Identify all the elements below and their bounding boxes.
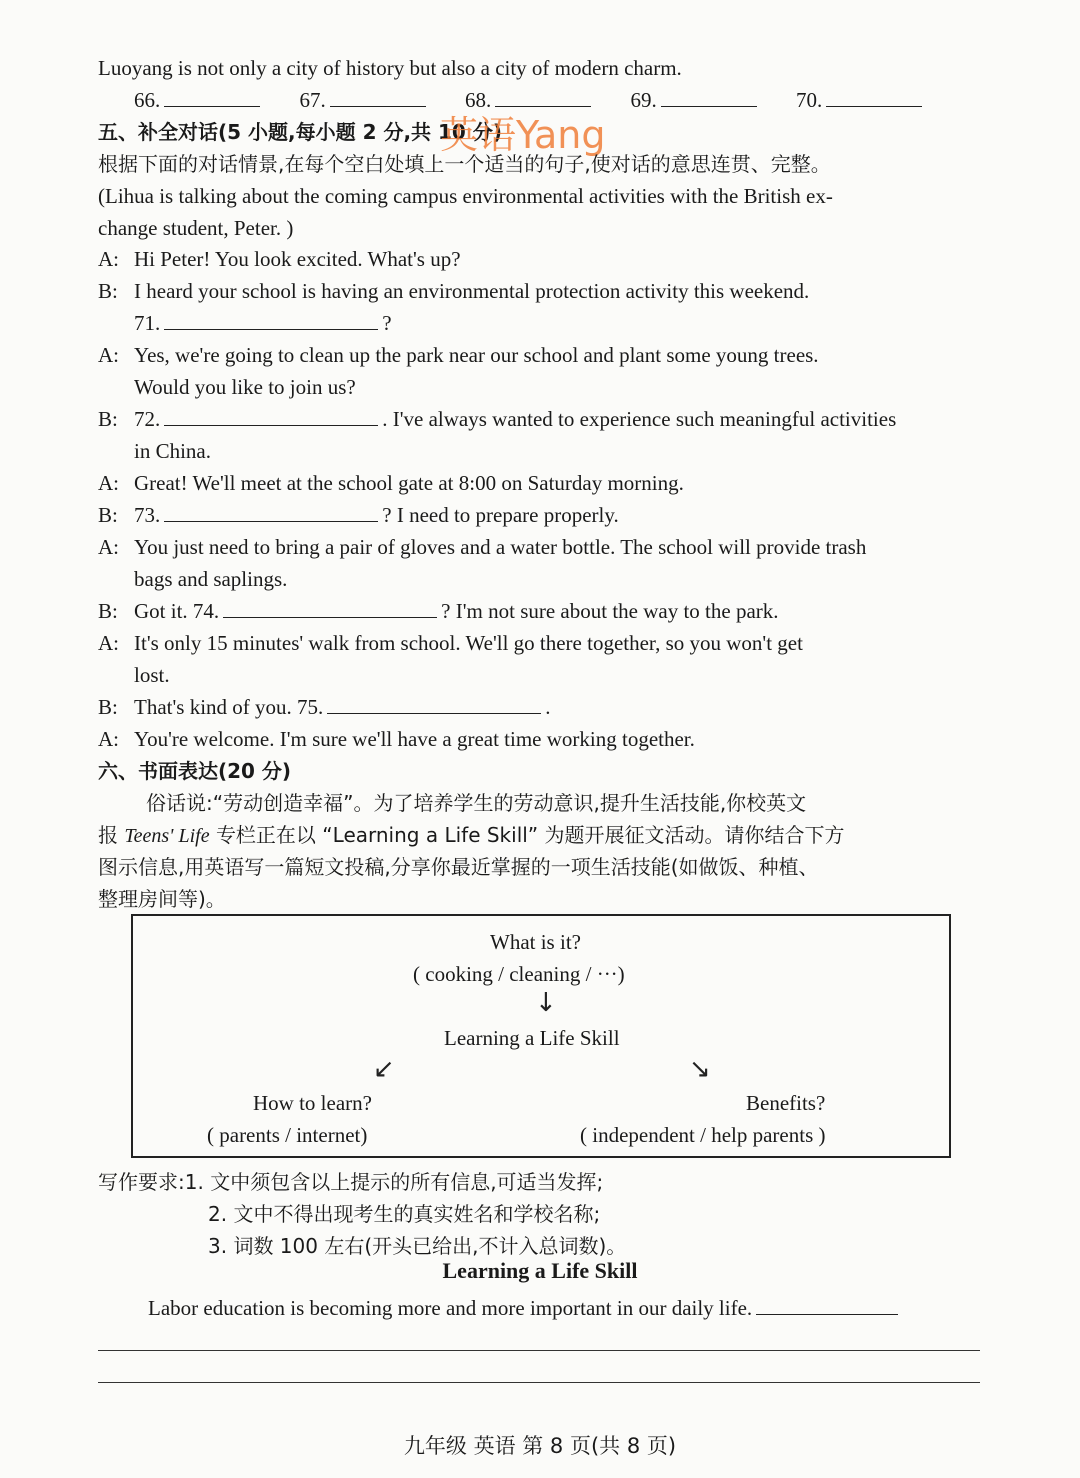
arrow-down-left-icon: ↙ xyxy=(373,1054,395,1084)
dialogue-text: Got it. 74. xyxy=(134,599,220,623)
page-footer: 九年级 英语 第 8 页(共 8 页) xyxy=(403,1434,677,1458)
arrow-down-right-icon: ↘ xyxy=(689,1054,711,1084)
section6-heading: 六、书面表达(20 分) xyxy=(98,759,292,783)
blank-label-71: 71. xyxy=(134,311,161,335)
newspaper-name: Teens' Life xyxy=(124,825,210,847)
speaker-label: B: xyxy=(98,695,118,719)
section6-prompt xyxy=(98,819,845,852)
speaker-label: A: xyxy=(98,727,119,751)
essay-start-text: Labor education is becoming more and more important in our daily life. xyxy=(148,1296,753,1320)
diagram-right-hint: ( independent / help parents ) xyxy=(580,1123,826,1147)
section5-context: change student, Peter. ) xyxy=(98,216,294,240)
dialogue-text: . I've always wanted to experience such meaningful activities xyxy=(382,407,897,431)
requirement-line: 3. 词数 100 左右(开头已给出,不计入总词数)。 xyxy=(208,1234,627,1258)
blank-label-68: 68. xyxy=(465,88,492,112)
mind-map-box xyxy=(131,914,951,1158)
speaker-label: A: xyxy=(98,247,119,271)
blank-label-73: 73. xyxy=(134,503,161,527)
section5-context: (Lihua is talking about the coming campus environmental activities with the British ex- xyxy=(98,184,833,208)
section5-instruction: 根据下面的对话情景,在每个空白处填上一个适当的句子,使对话的意思连贯、完整。 xyxy=(98,152,831,176)
answer-blank[interactable] xyxy=(164,84,260,107)
speaker-label: A: xyxy=(98,343,119,367)
dialogue-text: Would you like to join us? xyxy=(134,375,356,399)
section5-heading: 五、补全对话(5 小题,每小题 2 分,共 10 分) xyxy=(98,120,502,144)
speaker-label: A: xyxy=(98,631,119,655)
diagram-right-question: Benefits? xyxy=(746,1091,826,1115)
watermark-logo: 英语Yang xyxy=(440,113,606,157)
dialogue-text: ? I'm not sure about the way to the park. xyxy=(441,599,779,623)
dialogue-text: Hi Peter! You look excited. What's up? xyxy=(134,247,461,271)
reading-sentence: Luoyang is not only a city of history but also a city of modern charm. xyxy=(98,56,682,80)
prompt-text: 专栏正在以 “Learning a Life Skill” 为题开展征文活动。请你结合下方 xyxy=(215,823,845,847)
speaker-label: B: xyxy=(98,279,118,303)
blank-label-66: 66. xyxy=(134,88,161,112)
writing-line[interactable] xyxy=(98,1382,980,1383)
dialogue-text: ? xyxy=(382,311,392,335)
dialogue-line-a xyxy=(98,723,695,755)
blank-label-67: 67. xyxy=(299,88,326,112)
prompt-text: 报 xyxy=(98,823,118,847)
dialogue-text: bags and saplings. xyxy=(134,567,288,591)
speaker-label: B: xyxy=(98,599,118,623)
section6-prompt: 图示信息,用英语写一篇短文投稿,分享你最近掌握的一项生活技能(如做饭、种植、 xyxy=(98,855,819,879)
answer-blank[interactable] xyxy=(330,84,426,107)
blank-label-69: 69. xyxy=(630,88,657,112)
section6-prompt: 整理房间等)。 xyxy=(98,887,226,911)
requirement-line xyxy=(98,1166,603,1198)
dialogue-text: That's kind of you. 75. xyxy=(134,695,324,719)
blank-label-72: 72. xyxy=(134,407,161,431)
dialogue-text: lost. xyxy=(134,663,170,687)
diagram-left-question: How to learn? xyxy=(253,1091,372,1115)
dialogue-line-a xyxy=(98,531,866,563)
writing-line[interactable] xyxy=(98,1350,980,1351)
diagram-center: Learning a Life Skill xyxy=(444,1026,620,1050)
essay-start-line xyxy=(148,1292,902,1324)
requirement-line: 2. 文中不得出现考生的真实姓名和学校名称; xyxy=(208,1202,601,1226)
speaker-label: A: xyxy=(98,535,119,559)
dialogue-line-a xyxy=(98,467,684,499)
dialogue-text: Yes, we're going to clean up the park near our school and plant some young trees. xyxy=(134,343,819,367)
diagram-top-hint: ( cooking / cleaning / ···) xyxy=(413,962,625,986)
speaker-label: B: xyxy=(98,503,118,527)
dialogue-line-b xyxy=(98,275,809,307)
dialogue-text: in China. xyxy=(134,439,211,463)
diagram-left-hint: ( parents / internet) xyxy=(207,1123,368,1147)
dialogue-line-b xyxy=(98,403,896,435)
requirement-label: 写作要求: xyxy=(98,1170,185,1194)
dialogue-blank-71 xyxy=(134,307,392,339)
diagram-top-question: What is it? xyxy=(490,930,581,954)
essay-title: Learning a Life Skill xyxy=(442,1258,638,1283)
dialogue-line-b xyxy=(98,595,779,627)
requirement-text: 1. 文中须包含以上提示的所有信息,可适当发挥; xyxy=(184,1170,604,1194)
dialogue-text: It's only 15 minutes' walk from school. We'll go there together, so you won't get xyxy=(134,631,803,655)
arrow-down-icon: ↓ xyxy=(535,988,557,1018)
answer-blank[interactable] xyxy=(661,84,757,107)
dialogue-text: You just need to bring a pair of gloves and a water bottle. The school will provide trash xyxy=(134,535,867,559)
section6-prompt: 俗话说:“劳动创造幸福”。为了培养学生的劳动意识,提升生活技能,你校英文 xyxy=(146,791,807,815)
answer-blank[interactable] xyxy=(826,84,922,107)
dialogue-line-b xyxy=(98,499,619,531)
blank-label-70: 70. xyxy=(796,88,823,112)
speaker-label: A: xyxy=(98,471,119,495)
dialogue-line-a xyxy=(98,627,803,659)
answer-blank[interactable] xyxy=(223,595,437,618)
answer-blank[interactable] xyxy=(327,691,541,714)
dialogue-text: ? I need to prepare properly. xyxy=(382,503,619,527)
dialogue-text: Great! We'll meet at the school gate at 8:00 on Saturday morning. xyxy=(134,471,684,495)
dialogue-text: . xyxy=(545,695,551,719)
writing-blank[interactable] xyxy=(756,1292,898,1315)
answer-blank[interactable] xyxy=(164,307,378,330)
dialogue-line-a xyxy=(98,243,461,275)
answer-blank[interactable] xyxy=(164,499,378,522)
dialogue-text: I heard your school is having an environmental protection activity this weekend. xyxy=(134,279,810,303)
dialogue-line-b xyxy=(98,691,551,723)
dialogue-line-a xyxy=(98,339,819,371)
dialogue-text: You're welcome. I'm sure we'll have a great time working together. xyxy=(134,727,695,751)
answer-blank[interactable] xyxy=(164,403,378,426)
speaker-label: B: xyxy=(98,407,118,431)
